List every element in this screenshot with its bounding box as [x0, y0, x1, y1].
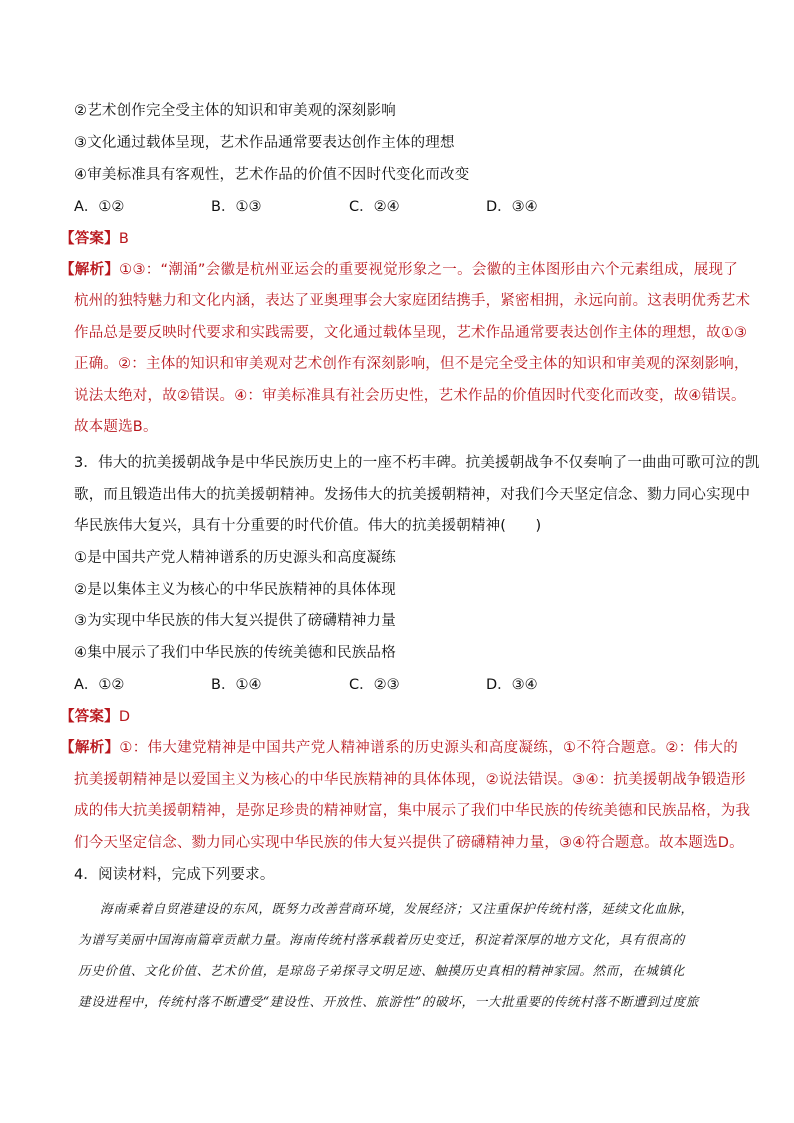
q3-statement-1: ①是中国共产党人精神谱系的历史源头和高度凝练 — [74, 550, 396, 566]
q3-analysis-line-1: 【解析】①：伟大建党精神是中国共产党人精神谱系的历史源头和高度凝练，①不符合题意。②：伟大的 — [60, 740, 738, 756]
q3-analysis-line-3: 成的伟大抗美援朝精神，是弥足珍贵的精神财富，集中展示了我们中华民族的传统美德和民族品格，为我 — [74, 803, 751, 819]
q3-stem-line-2: 歌，而且锻造出伟大的抗美援朝精神。发扬伟大的抗美援朝精神，对我们今天坚定信念、勠力同心实现中 — [74, 487, 751, 503]
q4-material-line-1: 海南乘着自贸港建设的东风，既努力改善营商环境，发展经济；又注重保护传统村落，延续文化血脉， — [100, 901, 694, 916]
q3-answer — [60, 707, 130, 727]
q2-option-a: A．①② — [74, 199, 125, 215]
q2-answer-label: 【答案】 — [60, 231, 119, 247]
q3-options — [74, 675, 674, 695]
q3-stem-line-3: 华民族伟大复兴，具有十分重要的时代价值。伟大的抗美援朝精神( ) — [74, 518, 542, 534]
q2-analysis-label: 【解析】 — [60, 262, 120, 278]
q3-option-b: B．①④ — [211, 677, 262, 693]
q3-option-c: C．②③ — [349, 677, 400, 693]
q2-analysis-line-6: 故本题选B。 — [74, 419, 158, 435]
q2-answer-value: B — [118, 231, 129, 247]
q2-option-c: C．②④ — [349, 199, 400, 215]
q2-analysis-line-4: 正确。②：主体的知识和审美观对艺术创作有深刻影响，但不是完全受主体的知识和审美观的深刻影响， — [74, 356, 749, 372]
q2-analysis-line-5: 说法太绝对，故②错误。④：审美标准具有社会历史性，艺术作品的价值因时代变化而改变，故④错误。 — [74, 388, 746, 404]
q2-option-b: B．①③ — [211, 199, 262, 215]
q2-analysis-line-3: 作品总是要反映时代要求和实践需要，文化通过载体呈现，艺术作品通常要表达创作主体的理想，故①③ — [74, 325, 748, 341]
q3-statement-2: ②是以集体主义为核心的中华民族精神的具体体现 — [74, 582, 396, 598]
q4-material-line-3: 历史价值、文化价值、艺术价值，是琼岛子弟探寻文明足迹、触摸历史真相的精神家园。然而，在城镇化 — [78, 963, 685, 978]
q2-options — [74, 197, 674, 217]
q2-statement-3: ③文化通过载体呈现，艺术作品通常要表达创作主体的理想 — [74, 135, 455, 151]
q3-option-d: D．③④ — [486, 677, 538, 693]
q2-statement-2: ②艺术创作完全受主体的知识和审美观的深刻影响 — [74, 103, 396, 119]
q3-statement-3: ③为实现中华民族的伟大复兴提供了磅礴精神力量 — [74, 613, 396, 629]
q3-answer-label: 【答案】 — [60, 709, 119, 725]
q3-stem-line-1: 3．伟大的抗美援朝战争是中华民族历史上的一座不朽丰碑。抗美援朝战争不仅奏响了一曲曲可歌可泣的凯 — [74, 455, 760, 471]
q4-stem: 4．阅读材料，完成下列要求。 — [74, 867, 275, 883]
q2-analysis-line-2: 杭州的独特魅力和文化内涵，表达了亚奥理事会大家庭团结携手，紧密相拥，永远向前。这表明优秀艺术 — [74, 293, 751, 309]
q4-material-line-4: 建设进程中，传统村落不断遭受“建设性、开放性、旅游性”的破坏，一大批重要的传统村落不断遭到过度旅 — [78, 994, 699, 1009]
q3-option-a: A．①② — [74, 677, 125, 693]
q3-analysis-line-4: 们今天坚定信念、勠力同心实现中华民族的伟大复兴提供了磅礴精神力量，③④符合题意。故本题选D。 — [74, 835, 744, 851]
q2-analysis-line-1: 【解析】①③：“潮涌”会徽是杭州亚运会的重要视觉形象之一。会徽的主体图形由六个元素组成，展现了 — [60, 262, 738, 278]
q4-material-line-2: 为谱写美丽中国海南篇章贡献力量。海南传统村落承载着历史变迁，积淀着深厚的地方文化，具有很高的 — [78, 932, 685, 947]
q3-answer-value: D — [118, 709, 131, 725]
q2-statement-4: ④审美标准具有客观性，艺术作品的价值不因时代变化而改变 — [74, 167, 470, 183]
q2-option-d: D．③④ — [486, 199, 538, 215]
q3-analysis-line-2: 抗美援朝精神是以爱国主义为核心的中华民族精神的具体体现，②说法错误。③④：抗美援朝战争锻造形 — [74, 772, 746, 788]
q2-answer — [60, 229, 129, 249]
q3-statement-4: ④集中展示了我们中华民族的传统美德和民族品格 — [74, 645, 396, 661]
q3-analysis-label: 【解析】 — [60, 740, 120, 756]
